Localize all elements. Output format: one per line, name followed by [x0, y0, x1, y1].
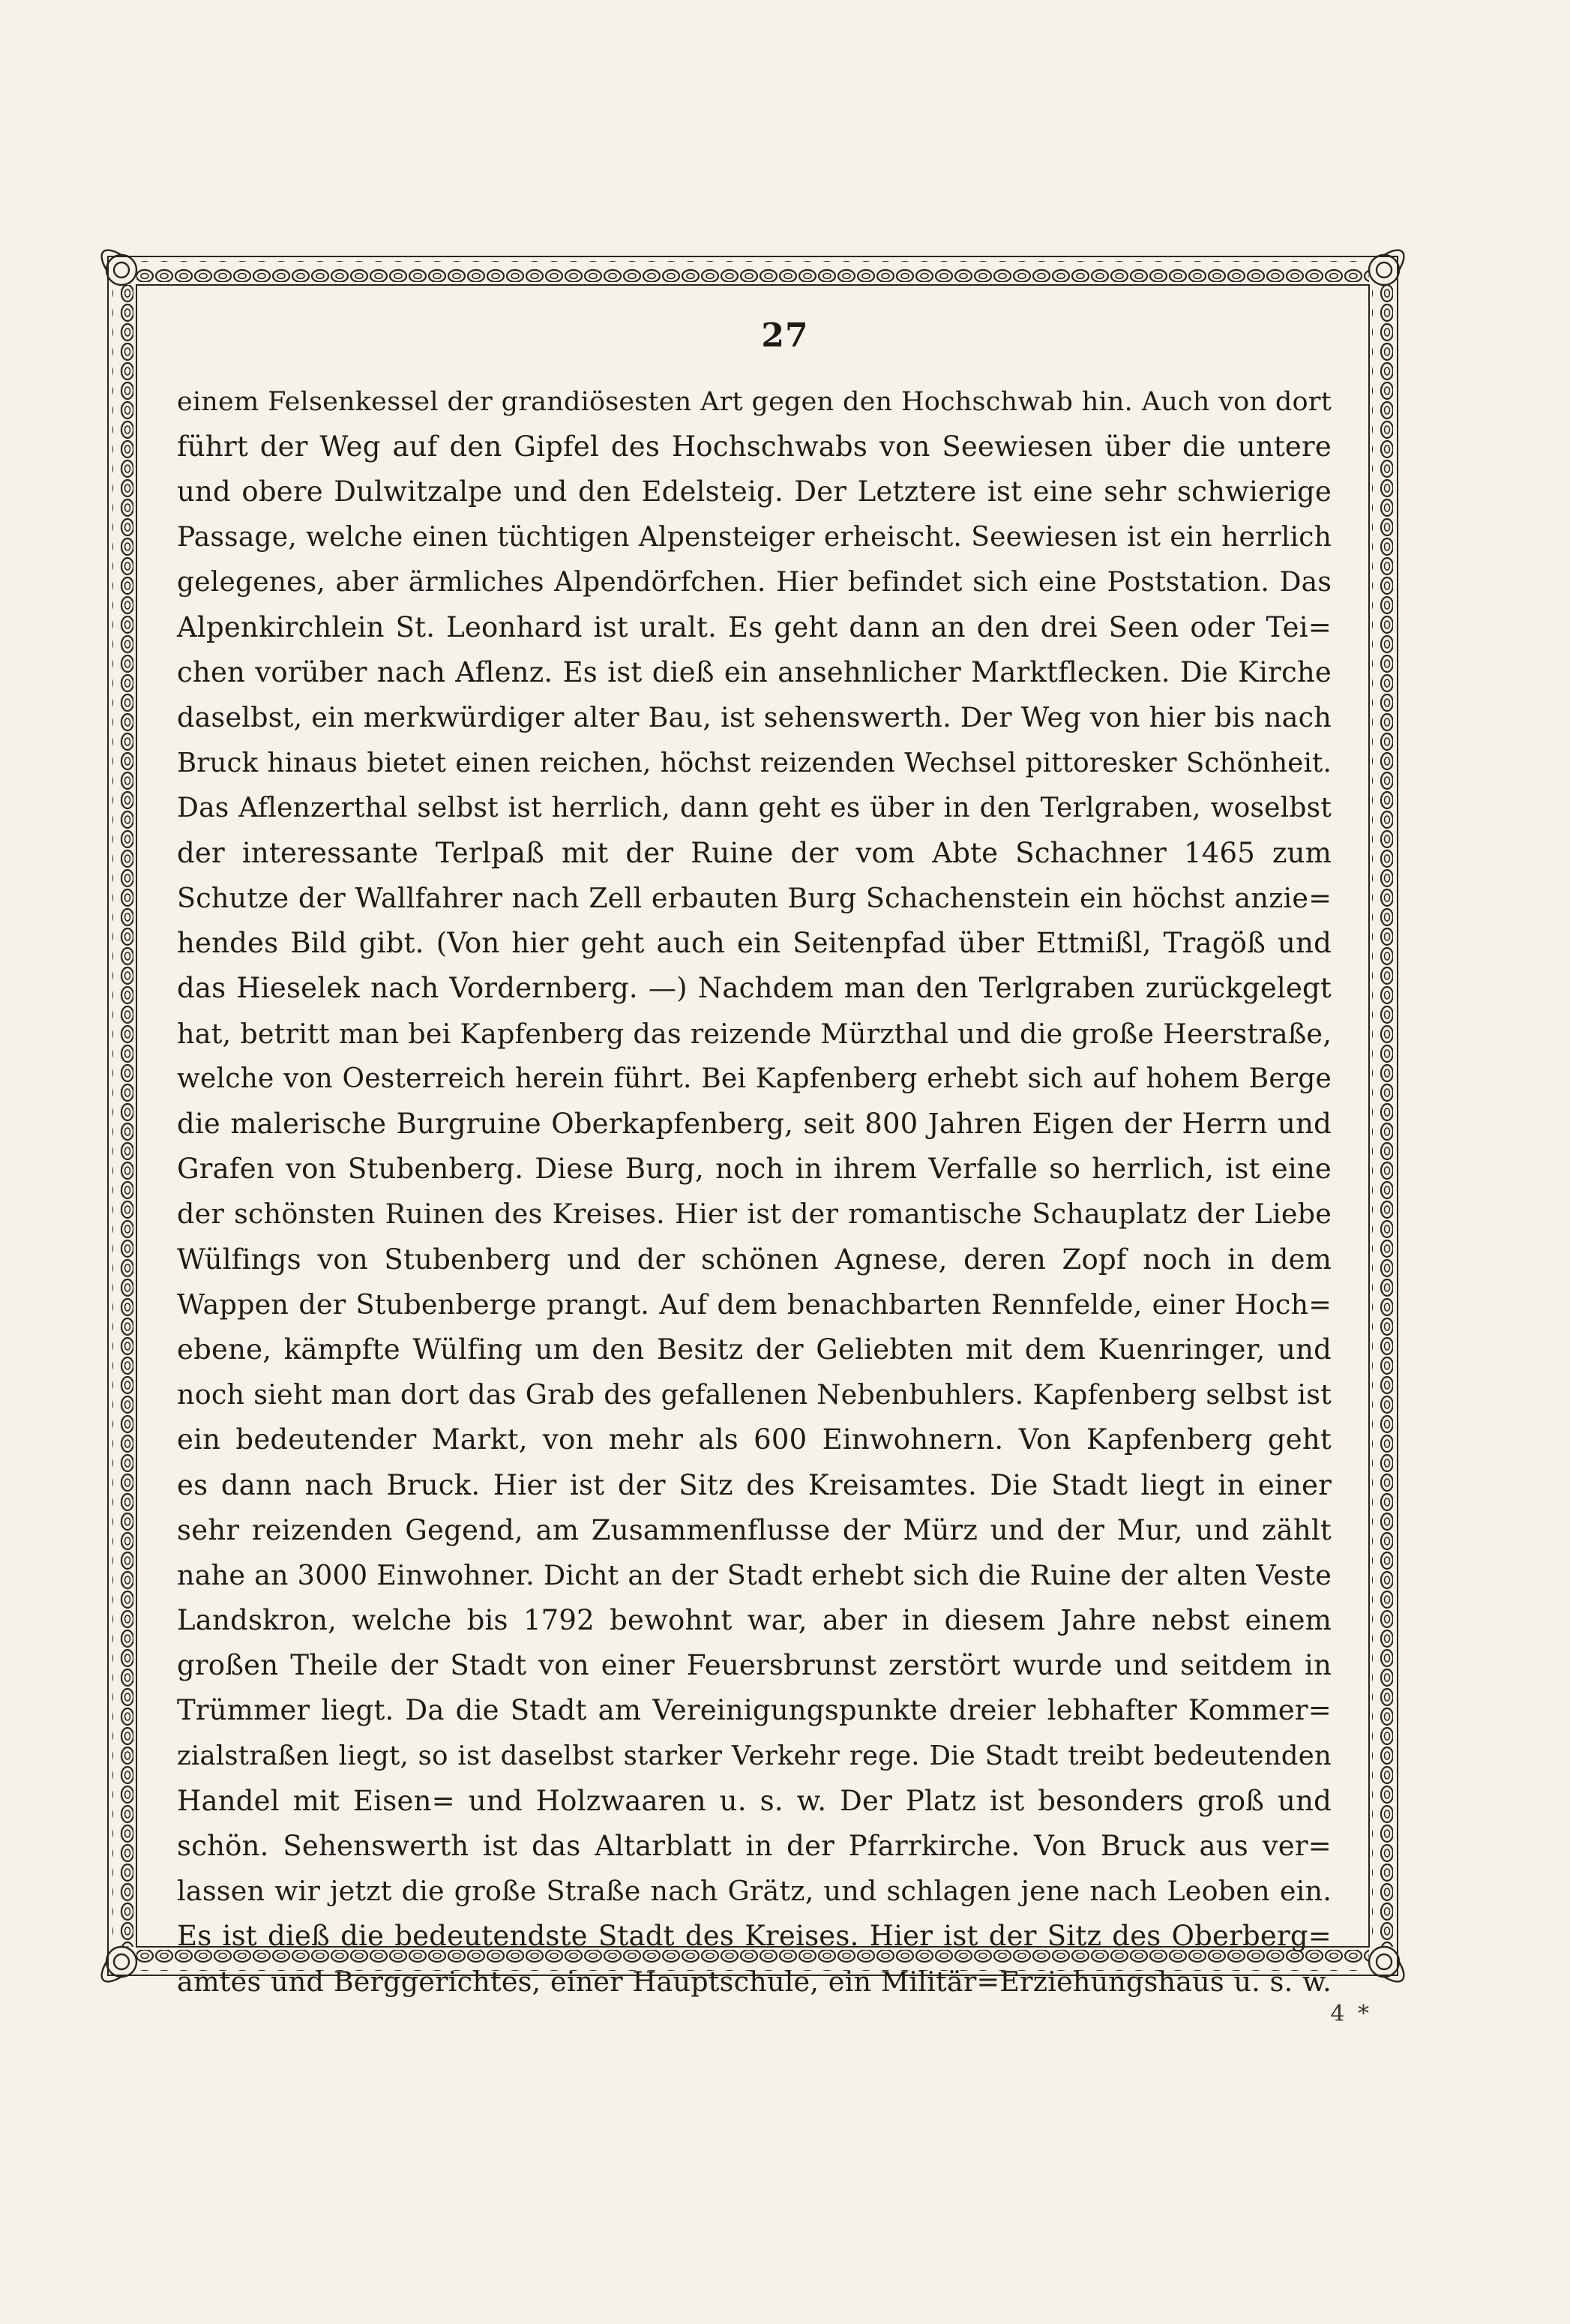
text-line: lassen wir jetzt die große Straße nach Grätz, und schlagen jene nach Leoben ein.: [177, 1875, 1332, 1908]
text-line: hendes Bild gibt. (Von hier geht auch ein Seitenpfad über Ettmißl, Tragöß und: [177, 927, 1332, 960]
text-line: und obere Dulwitzalpe und den Edelsteig. Der Letztere ist eine sehr schwierige: [177, 475, 1332, 508]
text-line: ebene, kämpfte Wülfing um den Besitz der Geliebten mit dem Kuenringer, und: [177, 1333, 1332, 1366]
text-line: chen vorüber nach Aflenz. Es ist dieß ein ansehnlicher Marktflecken. Die Kirche: [177, 656, 1332, 689]
text-line: die malerische Burgruine Oberkapfenberg, seit 800 Jahren Eigen der Herrn und: [177, 1108, 1332, 1140]
body-text: [177, 379, 1332, 2005]
text-line: sehr reizenden Gegend, am Zusammenflusse der Mürz und der Mur, und zählt: [177, 1513, 1332, 1546]
page-number: 27: [761, 316, 809, 355]
text-line: der schönsten Ruinen des Kreises. Hier ist der romantische Schauplatz der Liebe: [177, 1198, 1332, 1231]
text-line: führt der Weg auf den Gipfel des Hochschwabs von Seewiesen über die untere: [177, 430, 1332, 463]
text-line: zialstraßen liegt, so ist daselbst starker Verkehr rege. Die Stadt treibt bedeutenden: [177, 1740, 1332, 1771]
text-line: amtes und Berggerichtes, einer Hauptschule, ein Militär=Erziehungshaus u. s. w.: [177, 1965, 1332, 1998]
text-line: gelegenes, aber ärmliches Alpendörfchen. Hier befindet sich eine Poststation. Das: [177, 566, 1332, 598]
text-line: Bruck hinaus bietet einen reichen, höchst reizenden Wechsel pittoresker Schönheit.: [177, 747, 1332, 778]
text-line: Passage, welche einen tüchtigen Alpensteiger erheischt. Seewiesen ist ein herrlich: [177, 521, 1332, 553]
text-line: Wappen der Stubenberge prangt. Auf dem benachbarten Rennfelde, einer Hoch=: [177, 1288, 1332, 1321]
text-line: noch sieht man dort das Grab des gefallenen Nebenbuhlers. Kapfenberg selbst ist: [177, 1378, 1332, 1411]
text-line: Grafen von Stubenberg. Diese Burg, noch in ihrem Verfalle so herrlich, ist eine: [177, 1153, 1332, 1186]
text-line: Alpenkirchlein St. Leonhard ist uralt. Es geht dann an den drei Seen oder Tei=: [177, 610, 1332, 643]
text-line: der interessante Terlpaß mit der Ruine der vom Abte Schachner 1465 zum: [177, 836, 1332, 869]
printer-signature: 4 *: [1330, 2001, 1372, 2027]
text-line: schön. Sehenswerth ist das Altarblatt in der Pfarrkirche. Von Bruck aus ver=: [177, 1830, 1332, 1862]
text-line: Wülfings von Stubenberg und der schönen Agnese, deren Zopf noch in dem: [177, 1243, 1332, 1276]
text-line: Es ist dieß die bedeutendste Stadt des Kreises. Hier ist der Sitz des Oberberg=: [177, 1920, 1332, 1953]
text-line: Handel mit Eisen= und Holzwaaren u. s. w. Der Platz ist besonders groß und: [177, 1784, 1332, 1817]
text-line: hat, betritt man bei Kapfenberg das reizende Mürzthal und die große Heerstraße,: [177, 1017, 1332, 1050]
text-line: Schutze der Wallfahrer nach Zell erbauten Burg Schachenstein ein höchst anzie=: [177, 882, 1332, 915]
text-line: Trümmer liegt. Da die Stadt am Vereinigungspunkte dreier lebhafter Kommer=: [177, 1694, 1332, 1727]
text-line: nahe an 3000 Einwohner. Dicht an der Stadt erhebt sich die Ruine der alten Veste: [177, 1558, 1332, 1591]
text-line: ein bedeutender Markt, von mehr als 600 Einwohnern. Von Kapfenberg geht: [177, 1423, 1332, 1456]
text-line: das Hieselek nach Vordernberg. —) Nachdem man den Terlgraben zurückgelegt: [177, 972, 1332, 1005]
text-line: daselbst, ein merkwürdiger alter Bau, ist sehenswerth. Der Weg von hier bis nach: [177, 701, 1332, 734]
text-line: welche von Oesterreich herein führt. Bei Kapfenberg erhebt sich auf hohem Berge: [177, 1063, 1332, 1094]
text-line: einem Felsenkessel der grandiösesten Art gegen den Hochschwab hin. Auch von dort: [177, 387, 1332, 417]
text-line: es dann nach Bruck. Hier ist der Sitz des Kreisamtes. Die Stadt liegt in einer: [177, 1468, 1332, 1501]
text-line: Das Aflenzerthal selbst ist herrlich, dann geht es über in den Terlgraben, woselbst: [177, 792, 1332, 823]
text-line: Landskron, welche bis 1792 bewohnt war, aber in diesem Jahre nebst einem: [177, 1604, 1332, 1637]
text-line: großen Theile der Stadt von einer Feuersbrunst zerstört wurde und seitdem in: [177, 1649, 1332, 1682]
